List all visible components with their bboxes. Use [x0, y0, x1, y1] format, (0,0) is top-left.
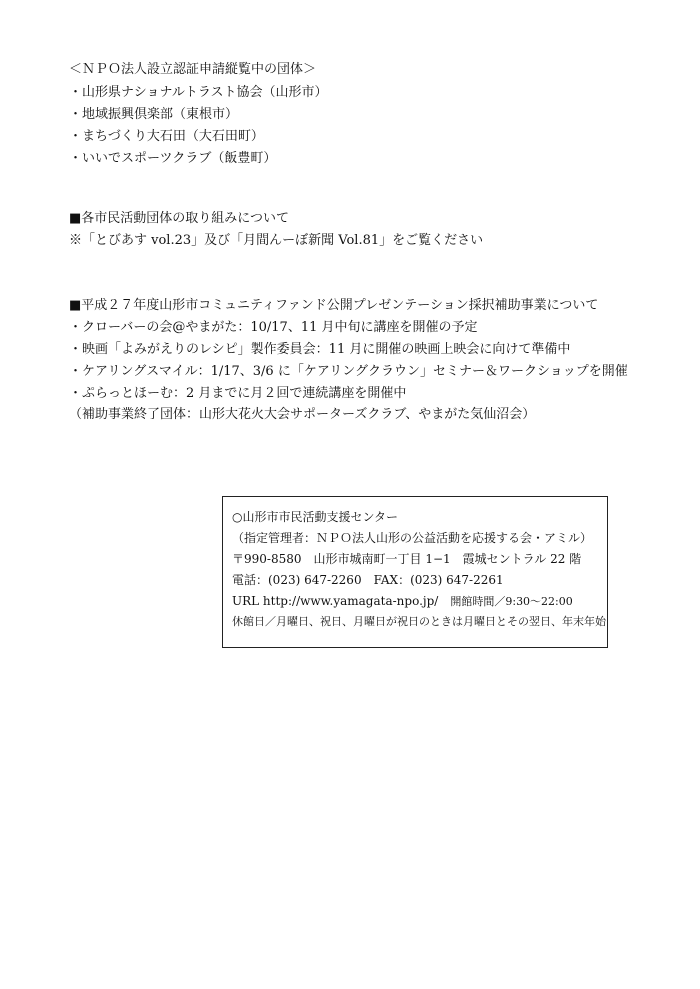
completed-groups-note: （補助事業終了団体：山形大花火大会サポーターズクラブ、やまがた気仙沼会） — [69, 407, 536, 422]
list-item: ・いいでスポーツクラブ（飯豊町） — [69, 151, 277, 166]
list-item: ・地域振興倶楽部（東根市） — [69, 107, 239, 122]
center-url[interactable]: URL http://www.yamagata-npo.jp/ — [232, 594, 439, 608]
center-address: 〒990-8580 山形市城南町一丁目 1−1 霞城セントラル 22 階 — [232, 552, 582, 566]
center-name: ○山形市市民活動支援センター — [232, 510, 398, 524]
list-item: ・映画「よみがえりのレシピ」製作委員会：11 月に開催の映画上映会に向けて準備中 — [69, 342, 571, 357]
center-phone-fax: 電話：(023) 647-2260 FAX：(023) 647-2261 — [232, 573, 504, 587]
citizen-groups-heading: ■各市民活動団体の取り組みについて — [69, 211, 290, 226]
fund-projects-heading: ■平成２７年度山形市コミュニティファンド公開プレゼンテーション採択補助事業について — [69, 298, 599, 313]
list-item: ・ぷらっとほーむ：2 月までに月２回で連続講座を開催中 — [69, 386, 407, 401]
url-separator — [438, 594, 450, 608]
list-item: ・山形県ナショナルトラスト協会（山形市） — [69, 85, 328, 100]
center-manager: （指定管理者：ＮＰＯ法人山形の公益活動を応援する会・アミル） — [232, 531, 593, 545]
center-hours: 開館時間／9:30～22:00 — [450, 595, 573, 608]
list-item: ・クローバーの会@やまがた：10/17、11 月中旬に講座を開催の予定 — [69, 320, 478, 335]
npo-pending-heading: ＜ＮＰＯ法人設立認証申請縦覧中の団体＞ — [69, 62, 317, 77]
list-item: ・ケアリングスマイル：1/17、3/6 に「ケアリングクラウン」セミナー＆ワークショップを開催 — [69, 364, 628, 379]
center-url-hours-row — [232, 593, 573, 610]
center-closed-days: 休館日／月曜日、祝日、月曜日が祝日のときは月曜日とその翌日、年末年始 — [232, 615, 606, 628]
list-item: ・まちづくり大石田（大石田町） — [69, 129, 264, 144]
citizen-groups-note: ※「とびあす vol.23」及び「月間んーぼ新聞 Vol.81」をご覧ください — [69, 233, 484, 248]
center-info-box — [222, 496, 608, 648]
